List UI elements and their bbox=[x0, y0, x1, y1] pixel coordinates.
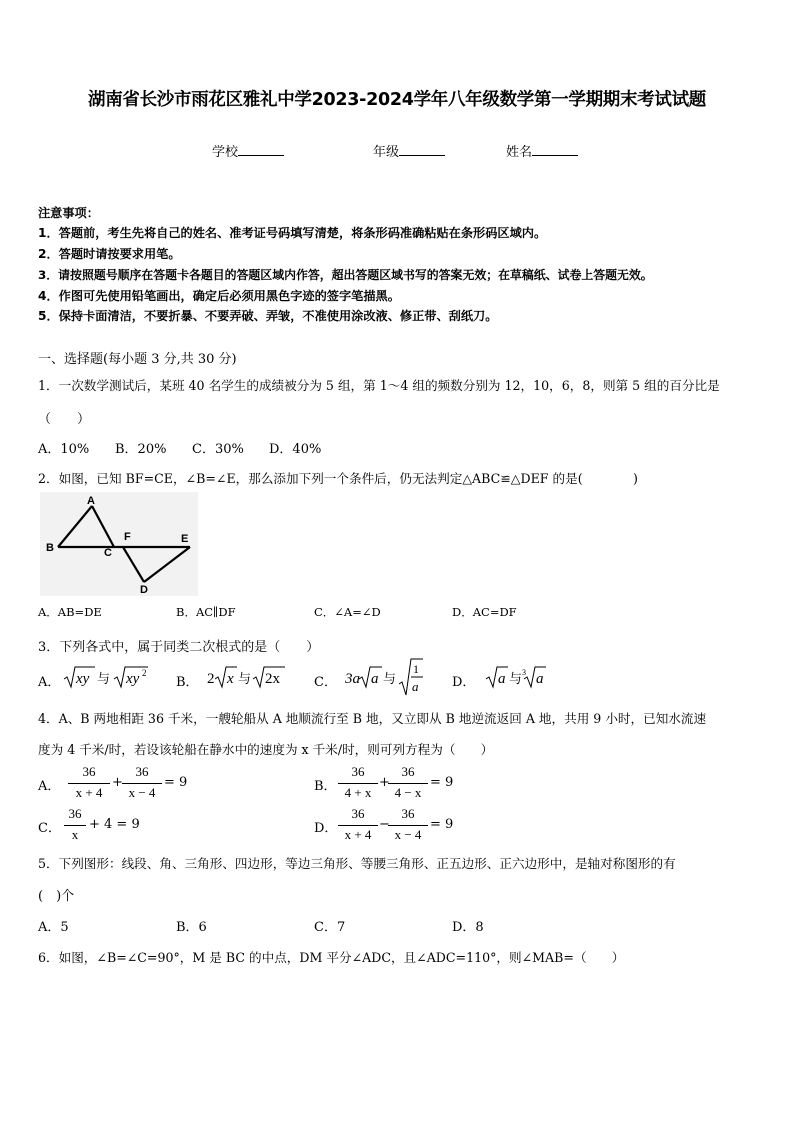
note-item: 5．保持卡面清洁，不要折暴、不要弄破、弄皱，不准使用涂改液、修正带、刮纸刀。 bbox=[38, 309, 498, 323]
q3-d-rad1: a bbox=[498, 671, 506, 687]
note-item: 2．答题时请按要求用笔。 bbox=[38, 247, 181, 261]
q4-option-a-letter: A． bbox=[38, 779, 61, 794]
notes-heading: 注意事项： bbox=[38, 206, 99, 220]
q3-a-rad1: xy bbox=[76, 671, 90, 687]
school-field bbox=[212, 141, 284, 160]
q4-option-d-letter: D． bbox=[314, 821, 338, 836]
q4-a-frac1: 36 x + 4 bbox=[68, 764, 110, 804]
q3-a-with: 与 bbox=[97, 671, 111, 686]
q4-stem: 4．A、B 两地相距 36 千米，一艘轮船从 A 地顺流行至 B 地，又立即从 B 地逆流返回 A 地，共用 9 小时，已知水流速 bbox=[38, 711, 707, 726]
school-label: 学校 bbox=[212, 145, 239, 160]
q4-b-op: + bbox=[379, 775, 390, 790]
q4-c-rest: + 4 = 9 bbox=[89, 817, 140, 832]
q6-stem: 6．如图，∠B=∠C=90°，M 是 BC 的中点，DM 平分∠ADC，且∠ADC=110°，则∠MAB=（ ） bbox=[38, 950, 625, 965]
q2-option-a: A．AB=DE bbox=[38, 605, 102, 619]
name-blank bbox=[532, 142, 578, 156]
q4-a-eq: = 9 bbox=[164, 775, 188, 790]
q3-option-c-letter: C． bbox=[314, 675, 337, 690]
q3-c-expression bbox=[343, 656, 428, 698]
label-a: A bbox=[87, 495, 95, 507]
q1-option-d: D．40% bbox=[269, 442, 322, 457]
q3-c-den: a bbox=[412, 679, 419, 694]
name-field bbox=[506, 141, 578, 160]
line-fd bbox=[123, 547, 144, 582]
q3-a-exp: 2 bbox=[142, 668, 147, 678]
q3-d-index: 3 bbox=[522, 668, 526, 677]
page-title: 湖南省长沙市雨花区雅礼中学2023-2024学年八年级数学第一学期期末考试试题 bbox=[88, 90, 706, 110]
q3-option-a bbox=[62, 664, 152, 694]
q3-option-c bbox=[343, 656, 428, 702]
note-item: 3．请按照题号顺序在答题卡各题目的答题区域内作答，超出答题区域书写的答案无效；在草稿纸、试卷上答题无效。 bbox=[38, 268, 653, 282]
label-d: D bbox=[140, 584, 148, 596]
q3-d-with: 与 bbox=[509, 671, 523, 686]
q3-stem: 3．下列各式中，属于同类二次根式的是（ ） bbox=[38, 640, 320, 655]
q3-c-with: 与 bbox=[383, 671, 397, 686]
q3-b-coef: 2 bbox=[207, 671, 215, 687]
q4-stem-cont: 度为 4 千米/时，若设该轮船在静水中的速度为 x 千米/时，则可列方程为（ ） bbox=[38, 742, 494, 757]
note-item: 1．答题前，考生先将自己的姓名、准考证号码填写清楚，将条形码准确粘贴在条形码区域内。 bbox=[38, 226, 547, 240]
q4-b-frac2: 36 4 − x bbox=[388, 764, 428, 804]
q4-c-frac: 36 x bbox=[64, 806, 86, 846]
q4-d-eq: = 9 bbox=[430, 817, 454, 832]
q3-option-a-letter: A． bbox=[38, 675, 61, 690]
q5-option-c: C．7 bbox=[314, 920, 346, 935]
q5-option-b: B．6 bbox=[176, 920, 207, 935]
q2-option-b: B．AC∥DF bbox=[176, 605, 236, 619]
label-b: B bbox=[46, 542, 54, 554]
q3-c-rad1: a bbox=[371, 671, 379, 687]
q3-c-coef: 3a bbox=[345, 671, 360, 687]
q5-stem-cont: ( )个 bbox=[38, 889, 75, 904]
q1-option-b: B．20% bbox=[115, 442, 167, 457]
q2-figure bbox=[40, 492, 198, 596]
q1-stem: 1．一次数学测试后，某班 40 名学生的成绩被分为 5 组，第 1～4 组的频数分别为 12，10，6，8，则第 5 组的百分比是 bbox=[38, 378, 720, 393]
q2-option-c: C．∠A=∠D bbox=[314, 605, 381, 619]
q4-option-b-letter: B． bbox=[314, 779, 337, 794]
q3-option-b-letter: B． bbox=[176, 675, 199, 690]
q3-b-rad2: 2x bbox=[265, 671, 280, 687]
q4-b-frac1: 36 4 + x bbox=[338, 764, 378, 804]
q1-option-c: C．30% bbox=[192, 442, 244, 457]
q3-a-rad2: xy bbox=[126, 671, 140, 687]
q4-d-op: − bbox=[379, 817, 390, 832]
name-label: 姓名 bbox=[506, 145, 533, 160]
grade-field bbox=[373, 141, 445, 160]
q3-d-rad2: a bbox=[536, 671, 544, 687]
q5-option-d: D．8 bbox=[452, 920, 484, 935]
school-blank bbox=[238, 142, 284, 156]
q3-option-b bbox=[205, 664, 290, 694]
q3-b-rad1: x bbox=[227, 671, 234, 687]
q4-option-c-letter: C． bbox=[38, 821, 61, 836]
label-c: C bbox=[104, 547, 112, 559]
triangles-diagram bbox=[40, 492, 198, 596]
q3-c-num: 1 bbox=[413, 662, 419, 676]
q3-b-expression bbox=[205, 664, 290, 690]
grade-label: 年级 bbox=[373, 145, 400, 160]
q4-a-op: + bbox=[112, 775, 123, 790]
q2-option-d: D．AC=DF bbox=[452, 605, 517, 619]
q3-b-with: 与 bbox=[238, 671, 252, 686]
section-heading: 一、选择题(每小题 3 分,共 30 分) bbox=[38, 352, 237, 367]
label-f: F bbox=[124, 531, 131, 543]
grade-blank bbox=[399, 142, 445, 156]
line-ba bbox=[58, 506, 92, 547]
label-e: E bbox=[181, 533, 189, 545]
q2-stem: 2．如图，已知 BF=CE，∠B=∠E，那么添加下列一个条件后，仍无法判定△ABC≌△DEF 的是( ) bbox=[38, 471, 638, 486]
line-de bbox=[144, 547, 190, 582]
q5-option-a: A．5 bbox=[38, 920, 69, 935]
q4-d-frac2: 36 x − 4 bbox=[388, 806, 428, 846]
q4-d-frac1: 36 x + 4 bbox=[338, 806, 378, 846]
q1-option-a: A．10% bbox=[38, 442, 90, 457]
q3-option-d bbox=[484, 664, 554, 694]
q3-a-expression bbox=[62, 664, 152, 690]
q5-stem: 5．下列图形：线段、角、三角形、四边形，等边三角形、等腰三角形、正五边形、正六边形中，是轴对称图形的有 bbox=[38, 856, 676, 871]
q4-b-eq: = 9 bbox=[430, 775, 454, 790]
note-item: 4．作图可先使用铅笔画出，确定后必须用黑色字迹的签字笔描黑。 bbox=[38, 289, 400, 303]
q3-option-d-letter: D． bbox=[452, 675, 476, 690]
q3-d-expression bbox=[484, 664, 554, 690]
q1-stem-cont: （ ） bbox=[38, 412, 91, 427]
q4-a-frac2: 36 x − 4 bbox=[122, 764, 162, 804]
line-ac bbox=[92, 506, 114, 547]
